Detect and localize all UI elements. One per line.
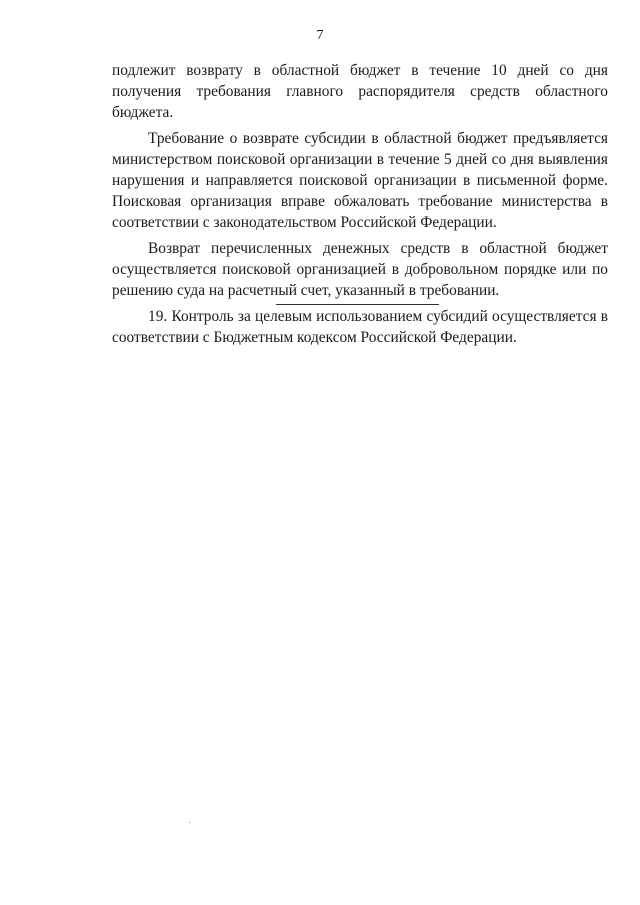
paragraph-refund-procedure: Возврат перечисленных денежных средств в областной бюджет осуществляется поисковой организацией в добровольном порядке или по решению суда на расчетный счет, указанный в требовании.	[112, 240, 608, 299]
paragraph-return-requirement: Требование о возврате субсидии в областной бюджет предъявляется министерством поисковой организации в течение 5 дней со дня выявления нарушения и направляется поисковой организации в письменной форме. Поисковая организация вправе обжаловать требование министерства в соответствии с законодательством Российской Федерации.	[112, 130, 608, 231]
paragraph-control-clause: 19. Контроль за целевым использованием субсидий осуществляется в соответствии с Бюджетным кодексом Российской Федерации.	[112, 308, 608, 346]
scan-speck	[189, 822, 190, 823]
paragraph-return-deadline: подлежит возврату в областной бюджет в течение 10 дней со дня получения требования главного распорядителя средств областного бюджета.	[112, 62, 608, 121]
page-number: 7	[316, 28, 324, 43]
end-of-document-rule	[276, 304, 439, 305]
